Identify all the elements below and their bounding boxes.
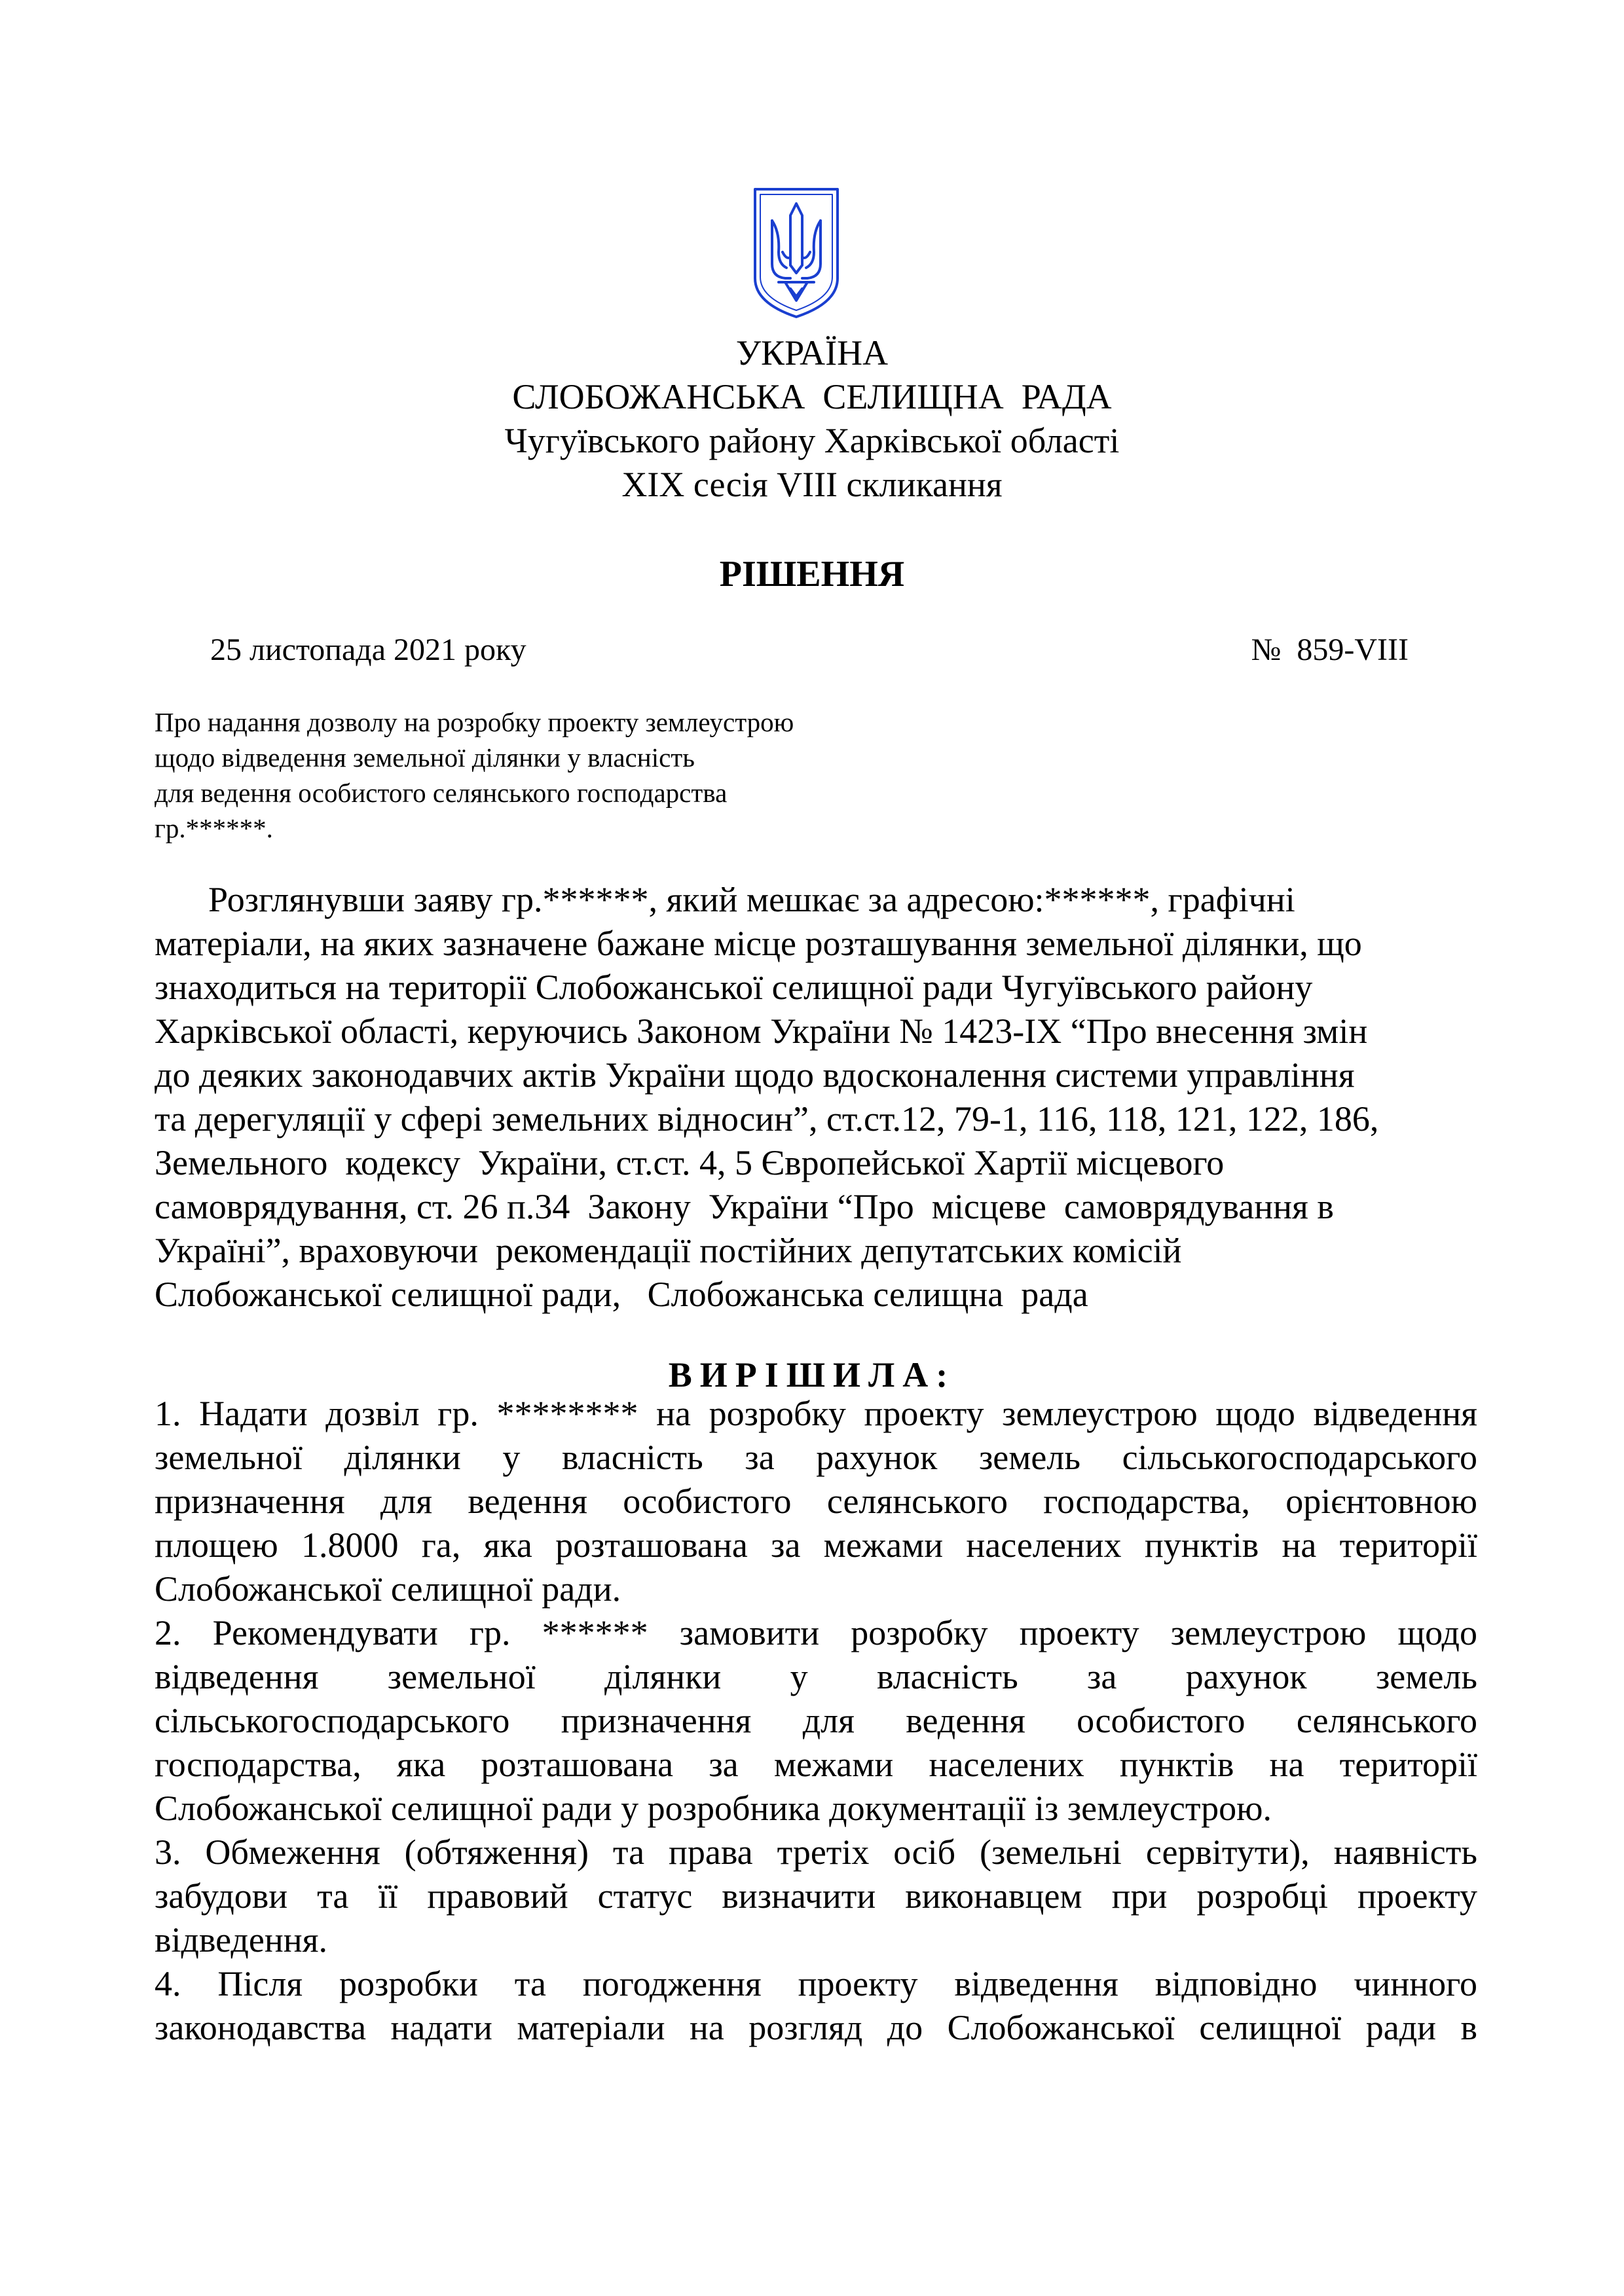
decision-items — [155, 1392, 1477, 2050]
item-line: законодавства надати матеріали на розгляд до Слобожанської селищної ради в — [155, 2008, 1477, 2047]
session-info: XIX сесія VIII скликання — [621, 465, 1003, 504]
preamble-line: самоврядування, ст. 26 п.34 Закону України “Про місцеве самоврядування в — [155, 1187, 1334, 1226]
document-title: РІШЕННЯ — [719, 554, 905, 594]
item-line: 4. Після розробки та погодження проекту відведення відповідно чинного — [155, 1964, 1477, 2003]
decision-date: 25 листопада 2021 року — [210, 632, 526, 667]
country-name: УКРАЇНА — [735, 333, 889, 373]
item-line: земельної ділянки у власність за рахунок земель сільськогосподарського — [155, 1438, 1477, 1477]
preamble-paragraph — [155, 878, 1471, 1317]
item-line: 2. Рекомендувати гр. ****** замовити розробку проекту землеустрою щодо — [155, 1613, 1477, 1652]
preamble-line: знаходиться на території Слобожанської селищної ради Чугуївського району — [155, 968, 1313, 1007]
preamble-line: Україні”, враховуючи рекомендації постійних депутатських комісій — [155, 1231, 1182, 1270]
item-line: відведення. — [155, 1920, 327, 1959]
council-name: СЛОБОЖАНСЬКА СЕЛИЩНА РАДА — [512, 377, 1112, 416]
decision-item-1 — [155, 1392, 1477, 1611]
item-line: 3. Обмеження (обтяження) та права третіх осіб (земельні сервітути), наявність — [155, 1832, 1477, 1872]
decision-item-4 — [155, 1962, 1477, 2050]
decision-item-3 — [155, 1831, 1477, 1962]
tryzub-coat-of-arms-icon — [752, 187, 840, 319]
item-line: площею 1.8000 га, яка розташована за межами населених пунктів на території — [155, 1525, 1477, 1565]
item-line: призначення для ведення особистого селянського господарства, орієнтовною — [155, 1482, 1477, 1521]
preamble-line: матеріали, на яких зазначене бажане місце розташування земельної ділянки, що — [155, 924, 1362, 963]
preamble-line: та дерегуляції у сфері земельних відносин”, ст.ст.12, 79-1, 116, 118, 121, 122, 186, — [155, 1099, 1379, 1139]
preamble-line: Харківської області, керуючись Законом України № 1423-IX “Про внесення змін — [155, 1011, 1368, 1051]
document-header — [0, 331, 1624, 507]
preamble-line: Земельного кодексу України, ст.ст. 4, 5 Європейської Хартії місцевого — [155, 1143, 1225, 1182]
decision-subject — [155, 704, 1006, 846]
item-line: відведення земельної ділянки у власність за рахунок земель — [155, 1657, 1477, 1696]
item-line: Слобожанської селищної ради. — [155, 1569, 621, 1609]
subject-line: для ведення особистого селянського господарства — [155, 778, 728, 808]
decision-item-2 — [155, 1611, 1477, 1831]
preamble-line: до деяких законодавчих актів України щодо вдосконалення системи управління — [155, 1055, 1355, 1095]
subject-line: Про надання дозволу на розробку проекту землеустрою — [155, 707, 794, 737]
item-line: Слобожанської селищної ради у розробника документації із землеустрою. — [155, 1789, 1272, 1828]
item-line: 1. Надати дозвіл гр. ******** на розробку проекту землеустрою щодо відведення — [155, 1394, 1477, 1433]
item-line: забудови та її правовий статус визначити виконавцем при розробці проекту — [155, 1876, 1477, 1916]
item-line: господарства, яка розташована за межами населених пунктів на території — [155, 1745, 1477, 1784]
item-line: сільськогосподарського призначення для ведення особистого селянського — [155, 1701, 1477, 1740]
decision-number: № 859-VIII — [1251, 632, 1409, 667]
preamble-line: Слобожанської селищної ради, Слобожанська селищна рада — [155, 1275, 1088, 1314]
decided-heading: ВИРІШИЛА: — [668, 1355, 956, 1394]
subject-line: щодо відведення земельної ділянки у власність — [155, 742, 695, 773]
council-region: Чугуївського району Харківської області — [504, 421, 1120, 460]
subject-line: гр.******. — [155, 813, 273, 843]
preamble-line: Розглянувши заяву гр.******, який мешкає за адресою:******, графічні — [208, 880, 1295, 919]
